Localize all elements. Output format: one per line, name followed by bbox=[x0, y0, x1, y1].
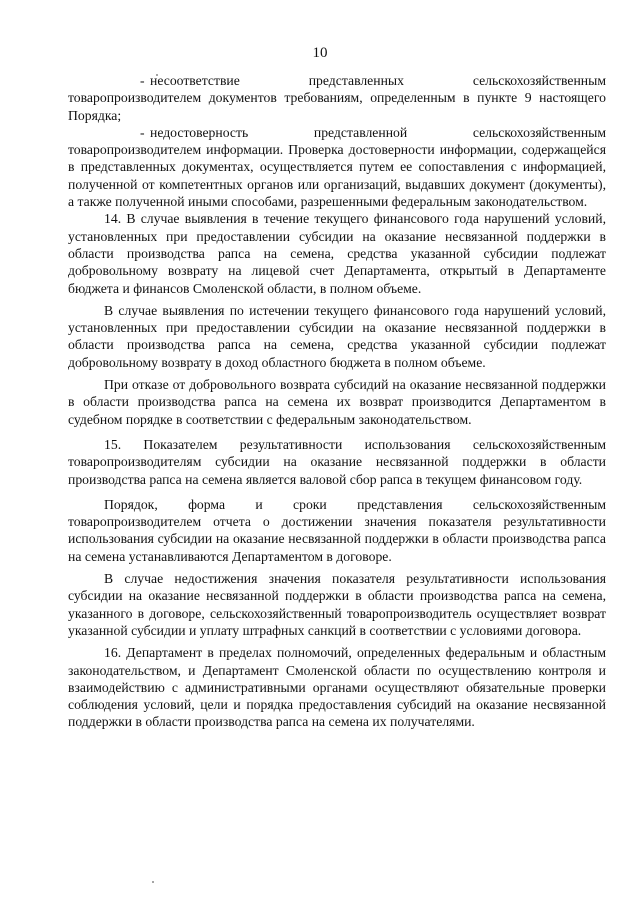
paragraph-14-2: В случае выявления по истечении текущего финансового года нарушений условий, установленных при предоставлении субсидии на оказание несвязанной поддержки в области производства рапса на семена, средства указанной субсидии подлежат добровольному возврату в доход областного бюджета в полном объеме. bbox=[68, 302, 606, 370]
paragraph-15-2: Порядок, форма и сроки представления сельскохозяйственным товаропроизводителем отчета о достижении значения показателя результативности использования субсидии на оказание несвязанной поддержки в области производства рапса на семена устанавливаются Департаментом в договоре. bbox=[68, 496, 606, 564]
bullet-text: недостоверность представленной сельскохозяйственным товаропроизводителем информации. Проверка достоверности информации, содержащейся в представленных документах, осуществляется путем ее сопоставления с информацией, полученной от компетентных органов или организаций, выдавших документ (документы), а также полученной иными способами, разрешенными федеральным законодательством. bbox=[68, 124, 606, 210]
list-item-bullet-2 bbox=[68, 124, 606, 210]
scan-speck bbox=[152, 881, 154, 883]
document-body bbox=[68, 72, 606, 731]
list-item-bullet-1 bbox=[68, 72, 606, 124]
dash-marker: - bbox=[140, 124, 145, 140]
paragraph-14-1: 14. В случае выявления в течение текущего финансового года нарушений условий, установленных при предоставлении субсидии на оказание несвязанной поддержки в области производства рапса на семена, средства указанной субсидии подлежат добровольному возврату на лицевой счет Департамента, открытый в Департаменте бюджета и финансов Смоленской области, в полном объеме. bbox=[68, 211, 606, 296]
bullet-text: несоответствие представленных сельскохозяйственным товаропроизводителем документов требованиям, определенным в пункте 9 настоящего Порядка; bbox=[68, 73, 606, 123]
paragraph-16-1: 16. Департамент в пределах полномочий, определенных федеральным и областным законодательством, и Департамент Смоленской области по осуществлению контроля и взаимодействию с административными органами осуществляют обязательные проверки соблюдения условий, цели и порядка предоставления субсидий на оказание несвязанной поддержки в области производства рапса на семена их получателями. bbox=[68, 645, 606, 730]
paragraph-15-1: 15. Показателем результативности использования сельскохозяйственным товаропроизводителям субсидии на оказание несвязанной поддержки в области производства рапса на семена является валовой сбор рапса в текущем финансовом году. bbox=[68, 436, 606, 487]
paragraph-15-3: В случае недостижения значения показателя результативности использования субсидии на оказание несвязанной поддержки в области производства рапса на семена, указанного в договоре, сельскохозяйственный товаропроизводитель осуществляет возврат указанной субсидии и уплату штрафных санкций в соответствии с условиями договора. bbox=[68, 571, 606, 638]
page-number: 10 bbox=[312, 45, 328, 61]
dash-marker: - bbox=[140, 73, 145, 88]
paragraph-14-3: При отказе от добровольного возврата субсидий на оказание несвязанной поддержки в области производства рапса на семена их возврат производится Департаментом в судебном порядке в соответствии с федеральным законодательством. bbox=[68, 377, 606, 427]
